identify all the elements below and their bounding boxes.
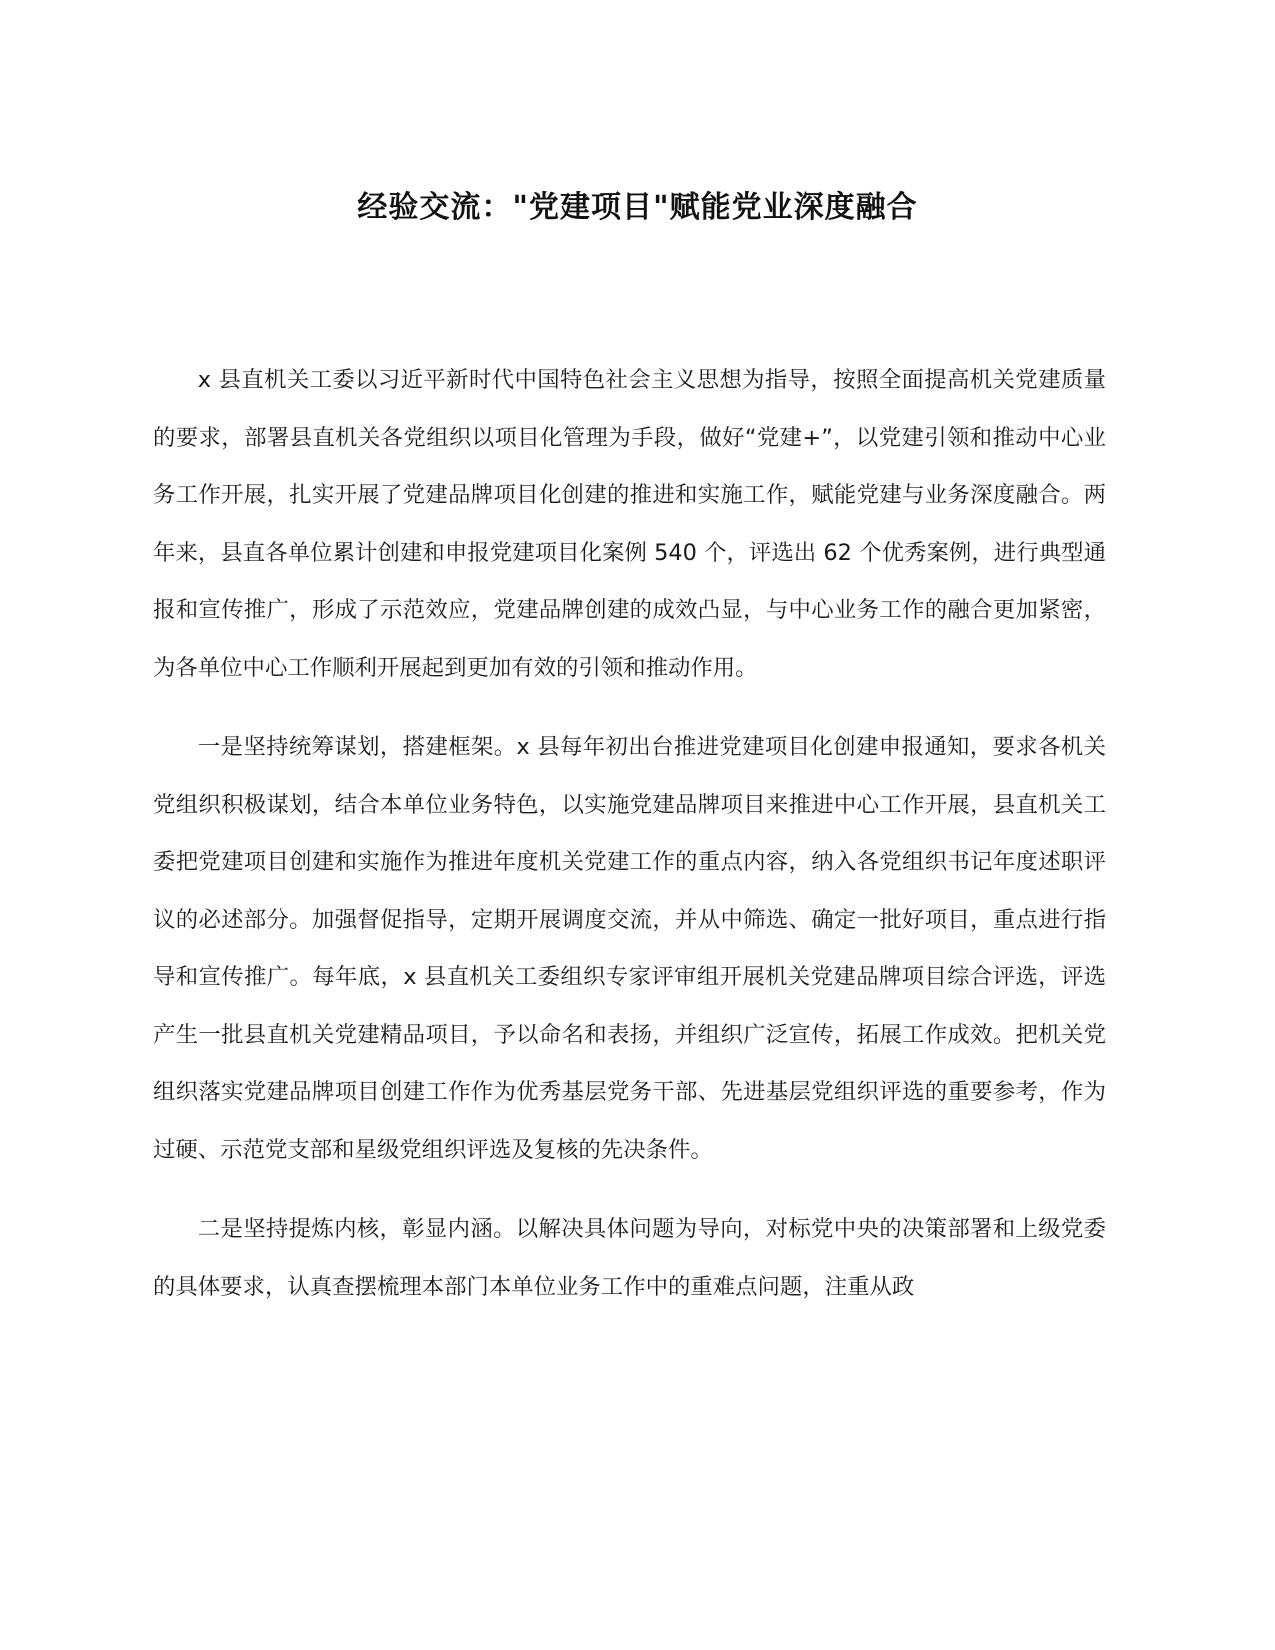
paragraph-point-one: 一是坚持统筹谋划，搭建框架。x 县每年初出台推进党建项目化创建申报通知，要求各机关党组织积极谋划，结合本单位业务特色，以实施党建品牌项目来推进中心工作开展，县直机关工委把党建项目创建和实施作为推进年度机关党建工作的重点内容，纳入各党组织书记年度述职评议的必述部分。加强督促指导，定期开展调度交流，并从中筛选、确定一批好项目，重点进行指导和宣传推广。每年底，x 县直机关工委组织专家评审组开展机关党建品牌项目综合评选，评选产生一批县直机关党建精品项目，予以命名和表扬，并组织广泛宣传，拓展工作成效。把机关党组织落实党建品牌项目创建工作作为优秀基层党务干部、先进基层党组织评选的重要参考，作为过硬、示范党支部和星级党组织评选及复核的先决条件。 bbox=[153, 734, 1106, 1163]
document-body bbox=[153, 352, 1106, 1338]
paragraph-intro: x 县直机关工委以习近平新时代中国特色社会主义思想为指导，按照全面提高机关党建质量的要求，部署县直机关各党组织以项目化管理为手段，做好“党建+”，以党建引领和推动中心业务工作开展，扎实开展了党建品牌项目化创建的推进和实施工作，赋能党建与业务深度融合。两年来，县直各单位累计创建和申报党建项目化案例 540 个，评选出 62 个优秀案例，进行典型通报和宣传推广，形成了示范效应，党建品牌创建的成效凸显，与中心业务工作的融合更加紧密，为各单位中心工作顺利开展起到更加有效的引领和推动作用。 bbox=[153, 367, 1106, 681]
document-title: 经验交流："党建项目"赋能党业深度融合 bbox=[357, 190, 918, 225]
paragraph-point-two: 二是坚持提炼内核，彰显内涵。以解决具体问题为导向，对标党中央的决策部署和上级党委的具体要求，认真查摆梳理本部门本单位业务工作中的重难点问题，注重从政 bbox=[153, 1216, 1106, 1300]
